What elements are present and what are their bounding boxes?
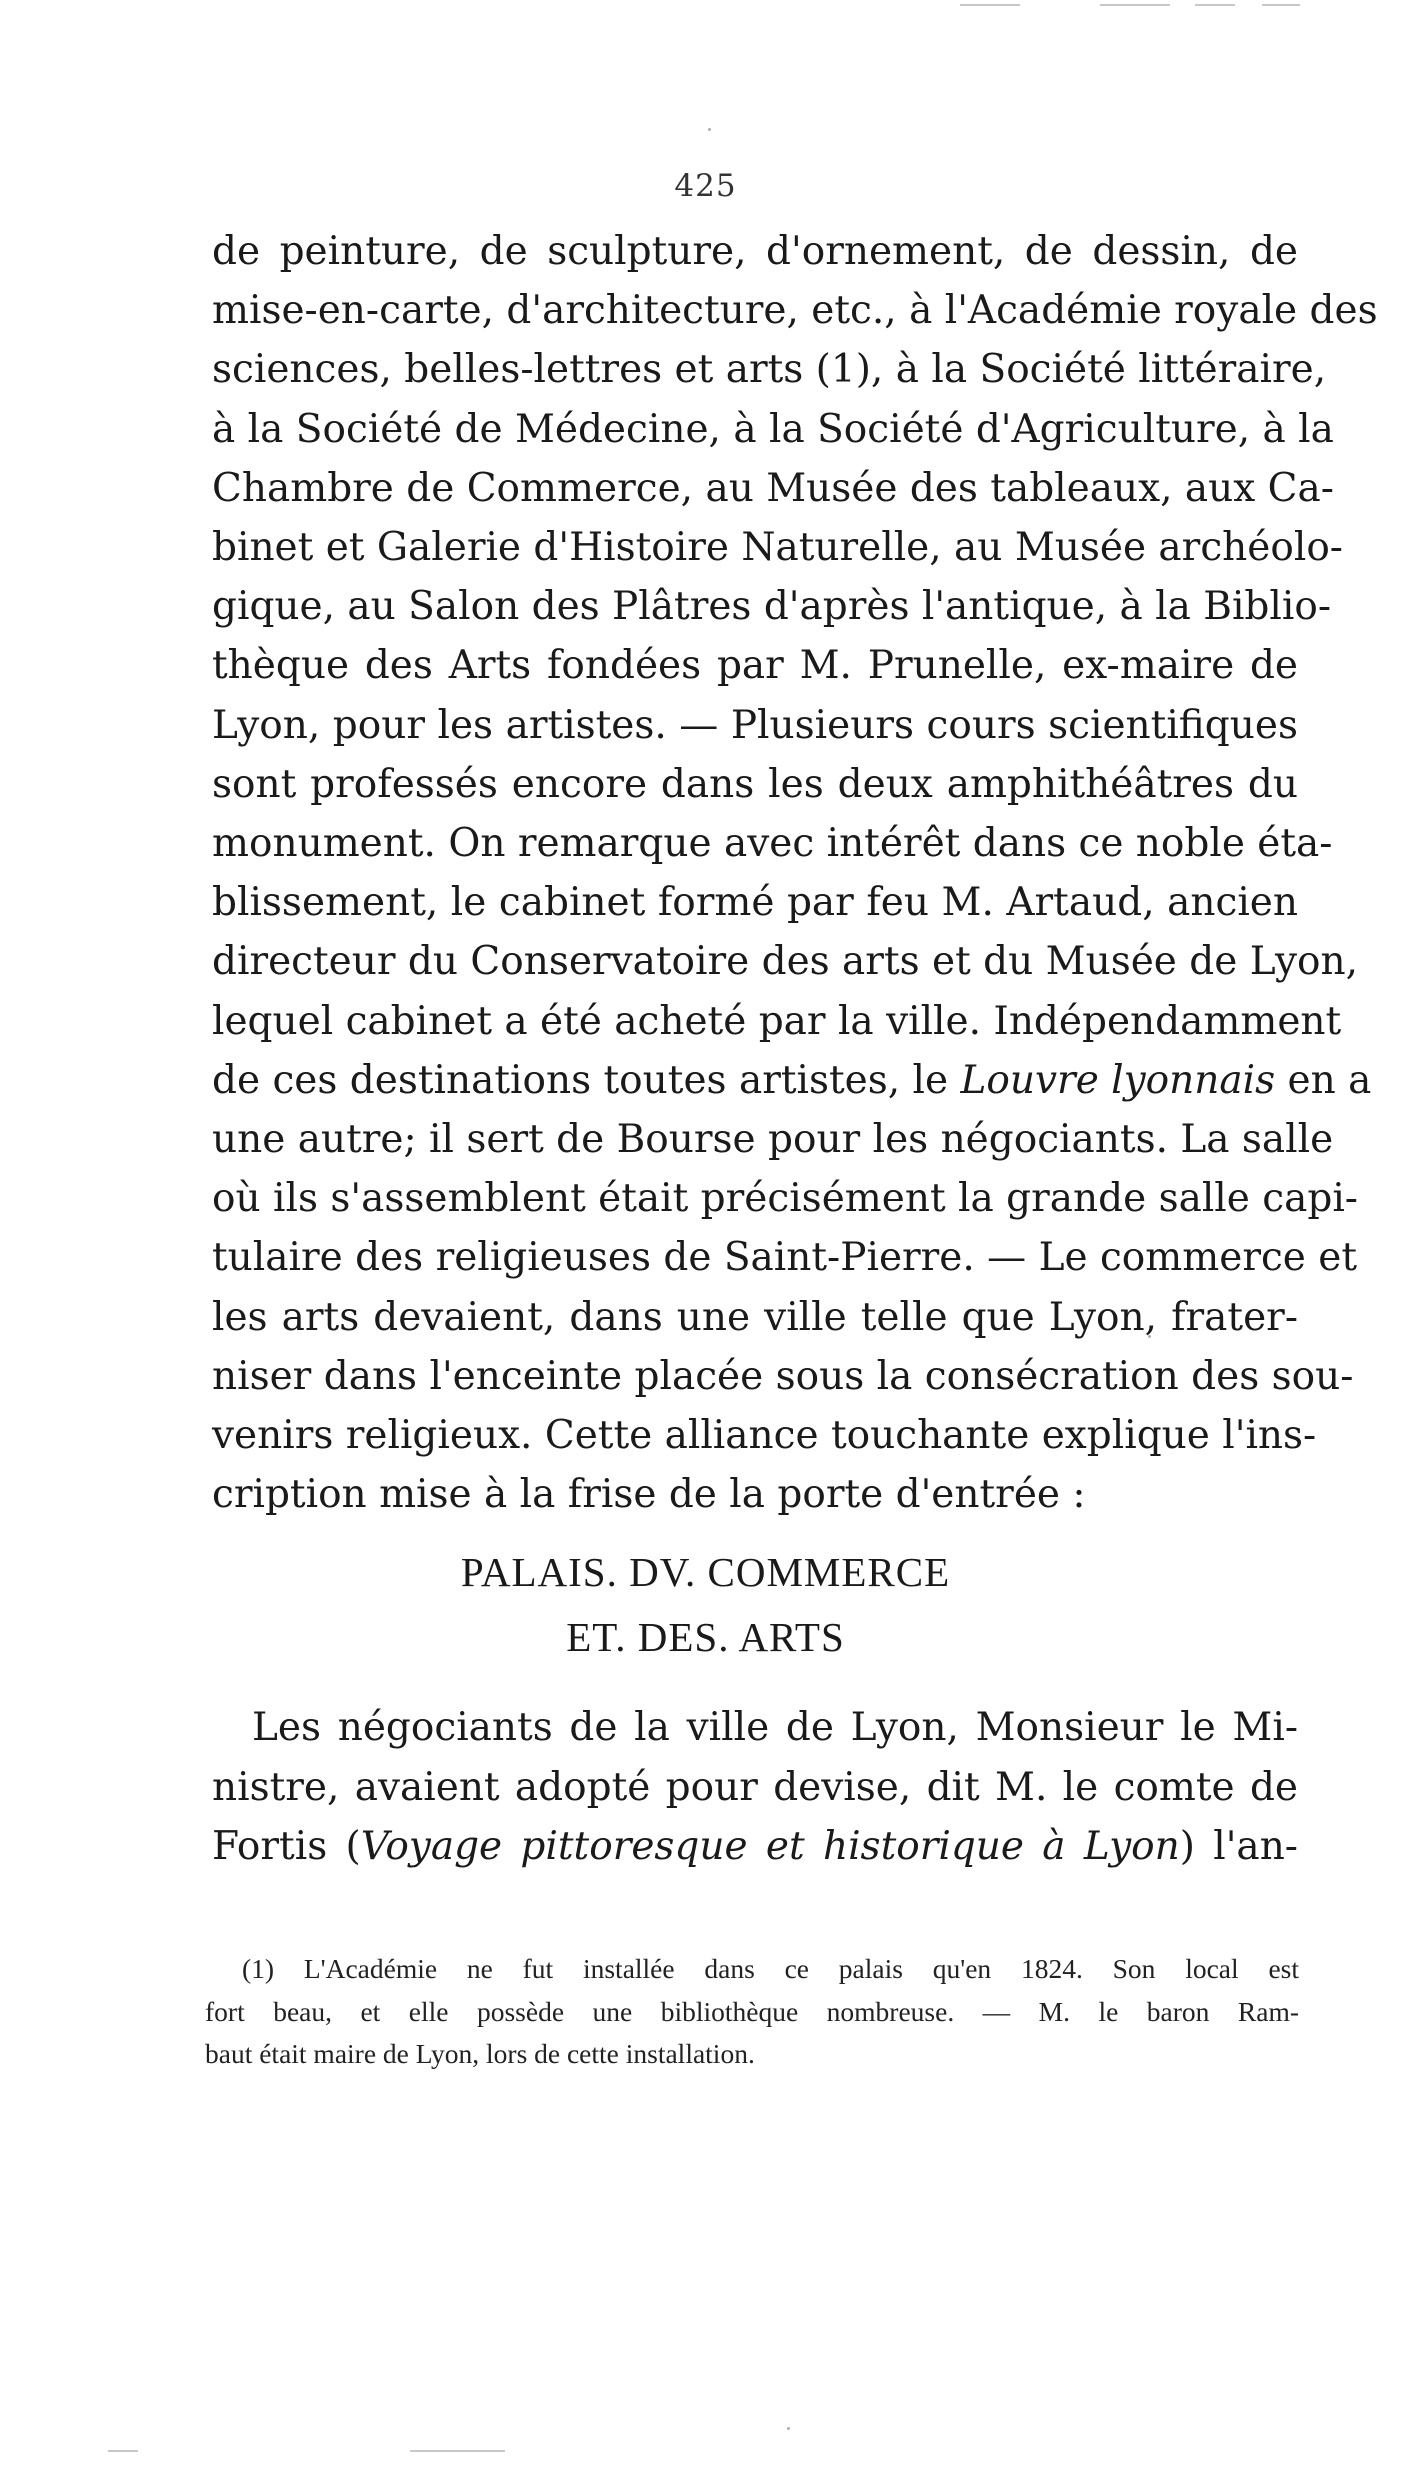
- text-segment: ) l'an-: [1179, 1824, 1298, 1869]
- inscription-line-1: PALAIS. DV. COMMERCE: [460, 1549, 951, 1595]
- italic-title: Louvre lyonnais: [960, 1057, 1276, 1103]
- text-line: nistre, avaient adopté pour devise, dit M. le comte de: [212, 1764, 1298, 1810]
- scan-edge-mark: [960, 4, 1020, 6]
- text-line: tulaire des religieuses de Saint-Pierre. — Le commerce et: [212, 1235, 1358, 1281]
- text-segment: de ces destinations toutes artistes, le: [212, 1057, 961, 1103]
- italic-title: Voyage pittoresque et historique à Lyon: [360, 1824, 1180, 1869]
- text-line: Lyon, pour les artistes. — Plusieurs cours scientifiques: [212, 702, 1298, 748]
- scan-edge-mark: [1100, 4, 1170, 6]
- text-line: de peinture, de sculpture, d'ornement, de dessin, de: [212, 229, 1298, 274]
- text-line: à la Société de Médecine, à la Société d'Agriculture, à la: [212, 406, 1334, 452]
- text-line: lequel cabinet a été acheté par la ville. Indépendamment: [212, 998, 1342, 1044]
- main-paragraph: [212, 222, 1378, 1524]
- paper-speck: [708, 128, 711, 131]
- footnote-line: baut était maire de Lyon, lors de cette installation.: [205, 2038, 755, 2069]
- text-line: Les négociants de la ville de Lyon, Monsieur le Mi-: [252, 1705, 1298, 1750]
- text-segment: Fortis (: [212, 1824, 361, 1869]
- text-line: mise-en-carte, d'architecture, etc., à l'Académie royale des: [212, 288, 1378, 334]
- footnote-line: fort beau, et elle possède une bibliothèque nombreuse. — M. le baron Ram-: [205, 1995, 1299, 2027]
- text-line: thèque des Arts fondées par M. Prunelle, ex-maire de: [212, 643, 1298, 689]
- page-number: 425: [674, 168, 737, 204]
- scan-edge-mark: [1195, 4, 1235, 6]
- text-line: niser dans l'enceinte placée sous la consécration des sou-: [212, 1353, 1354, 1399]
- text-line: venirs religieux. Cette alliance touchante explique l'ins-: [212, 1413, 1317, 1459]
- second-paragraph: [212, 1698, 1298, 1877]
- text-line: directeur du Conservatoire des arts et du Musée de Lyon,: [212, 939, 1358, 985]
- footnote-line: (1) L'Académie ne fut installée dans ce palais qu'en 1824. Son local est: [242, 1953, 1299, 1984]
- scan-edge-mark: [108, 2450, 138, 2452]
- text-line: Chambre de Commerce, au Musée des tableaux, aux Ca-: [212, 465, 1334, 511]
- scan-edge-mark: [1262, 4, 1300, 6]
- text-line: binet et Galerie d'Histoire Naturelle, au Musée archéolo-: [212, 525, 1343, 571]
- text-line: [212, 1817, 1298, 1877]
- text-line: les arts devaient, dans une ville telle que Lyon, frater-: [212, 1294, 1298, 1340]
- text-line: monument. On remarque avec intérêt dans ce noble éta-: [212, 821, 1333, 867]
- footnote: [205, 1948, 1299, 2076]
- inscription-line-2: ET. DES. ARTS: [566, 1614, 845, 1660]
- text-line: une autre; il sert de Bourse pour les négociants. La salle: [212, 1117, 1334, 1163]
- text-line: sont professés encore dans les deux amphithéâtres du: [212, 761, 1298, 807]
- text-line: où ils s'assemblent était précisément la grande salle capi-: [212, 1176, 1358, 1222]
- text-line: blissement, le cabinet formé par feu M. Artaud, ancien: [212, 880, 1298, 926]
- text-line: gique, au Salon des Plâtres d'après l'antique, à la Biblio-: [212, 584, 1332, 630]
- text-line: cription mise à la frise de la porte d'entrée :: [212, 1472, 1086, 1518]
- text-line: [212, 1051, 1372, 1110]
- text-line: sciences, belles-lettres et arts (1), à la Société littéraire,: [212, 347, 1327, 393]
- scan-edge-mark: [410, 2450, 505, 2452]
- paper-speck: [787, 2427, 790, 2430]
- text-segment: en a: [1275, 1057, 1372, 1103]
